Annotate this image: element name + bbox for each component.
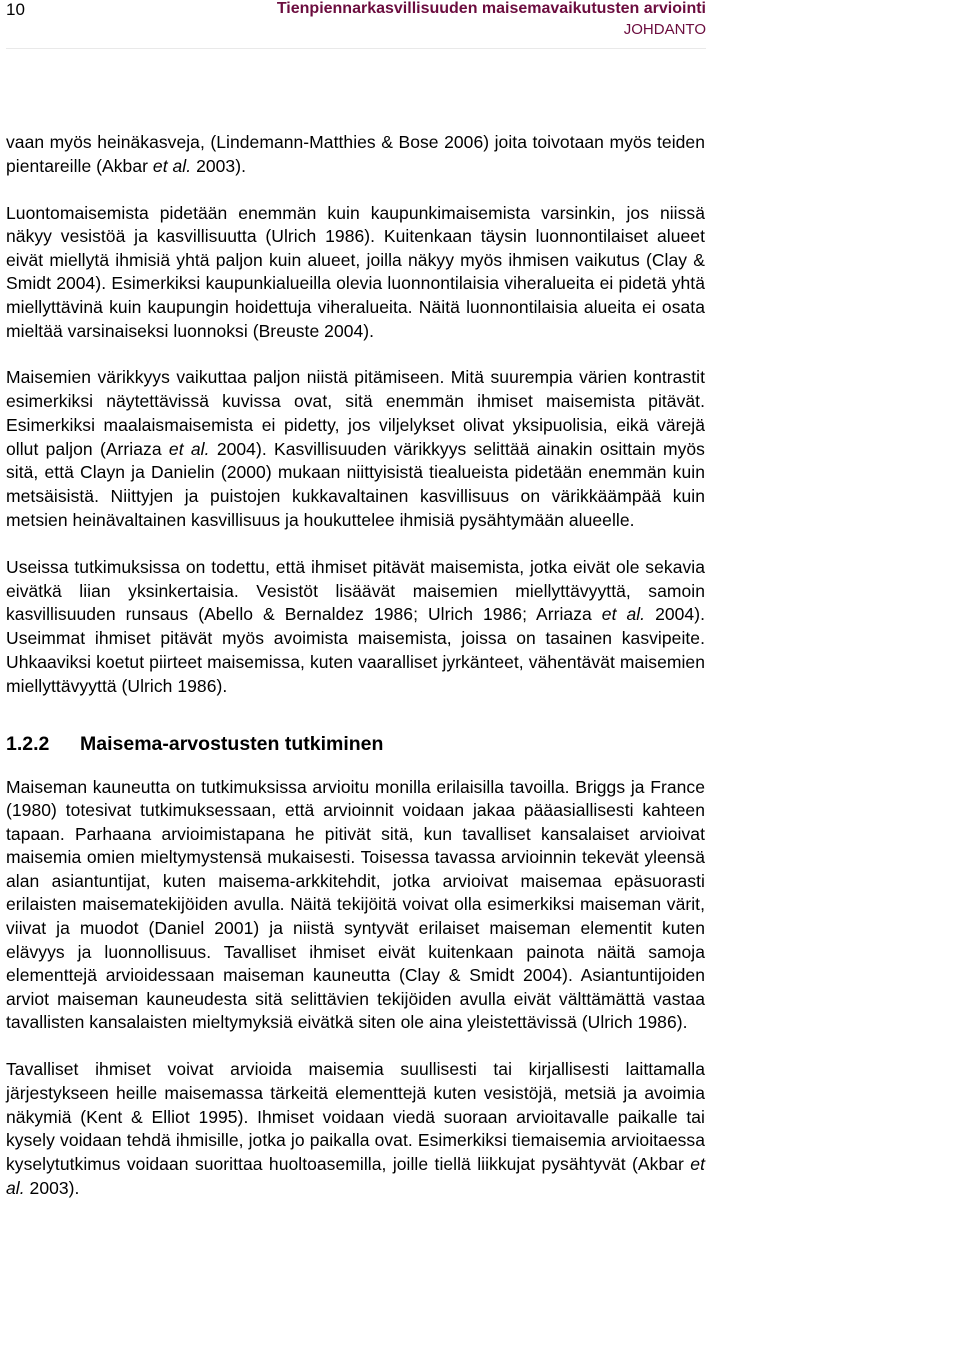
paragraph-3-text-b: 2004). Kasvillisuuden värikkyys selittää ainakin osittain myös sitä, että Clayn ja Danielin (2000) mukaan niittyisistä tiealueista pidetään enemmän kuin metsäisistä. Niittyjen ja puistojen kukkavaltainen kasvillisuus on värikkäämpää kuin metsien heinävaltainen kasvillisuus ja houkuttelee ihmisiä pysähtymään alueelle. [6, 438, 705, 530]
running-section: JOHDANTO [623, 21, 706, 38]
paragraph-3-text-a: Maisemien värikkyys vaikuttaa paljon niistä pitämiseen. Mitä suurempia värien kontrastit esimerkiksi näytettävissä kuvissa ovat, sitä enemmän ihmiset maisemista pitävät. Esimerkiksi maalaismaisemista ei pidetty, jos viljelykset olivat yksipuolisia, eikä värejä ollut paljon (Arriaza [6, 367, 705, 459]
paragraph-4-text-a: Useissa tutkimuksissa on todettu, että ihmiset pitävät maisemista, jotka eivät ole sekavia eivätkä liian yksinkertaisia. Vesistöt lisäävät maisemien miellyttävyyttä, samoin kasvillisuuden runsaus (Abello & Bernaldez 1986; Ulrich 1986; Arriaza [6, 556, 705, 625]
paragraph-6-text-b: 2003). [24, 1178, 80, 1199]
page-body [6, 131, 705, 1224]
paragraph-3-italic: et al. [168, 438, 210, 459]
running-header [0, 0, 960, 50]
running-title: Tienpiennarkasvillisuuden maisemavaikutusten arviointi [276, 0, 706, 17]
paragraph-5: Maiseman kauneutta on tutkimuksissa arvioitu monilla erilaisilla tavoilla. Briggs ja France (1980) totesivat tutkimuksessaan, että arvioinnit voidaan jakaa pääasiallisesti kahteen tapaan. Parhaana arvioimistapana he pitivät sitä, kun tavalliset kansalaiset arvioivat maisemia omien mieltymystensä mukaisesti. Toisessa tavassa arvioinnin tekevät yleensä alan asiantuntijat, kuten maisema-arkkitehdit, jotka arvioivat maisemaa epäsuorasti erilaisten maisematekijöiden avulla. Näitä tekijöitä voivat olla esimerkiksi maiseman värit, viivat ja muodot (Daniel 2001) ja niistä syntyvät erilaiset maiseman elementit kuten elävyys ja luonnollisuus. Tavalliset ihmiset eivät kuitenkaan painota näitä samoja elementtejä arvioidessaan maiseman kauneutta (Clay & Smidt 2004). Asiantuntijoiden arviot maiseman kauneudesta sitä selittävien tekijöiden avulla eivät välttämättä vastaa tavallisten kansalaisten mieltymyksiä eivätkä siten ole aina yleistettävissä (Ulrich 1986). [6, 776, 705, 1033]
paragraph-1-text-b: 2003). [191, 155, 246, 176]
paragraph-1-text-a: vaan myös heinäkasveja, (Lindemann-Matthies & Bose 2006) joita toivotaan myös teiden pientareille (Akbar [6, 132, 705, 176]
paragraph-6 [6, 1058, 705, 1201]
paragraph-6-text-a: Tavalliset ihmiset voivat arvioida maisemia suullisesti tai kirjallisesti laittamalla järjestykseen heille maisemassa tärkeitä elementtejä kuten vesistöjä, metsiä ja avoimia näkymiä (Kent & Elliot 1995). Ihmiset voidaan viedä suoraan arvioitavalle paikalle tai kysely voidaan tehdä ihmisille, jotka jo paikalla ovat. Esimerkiksi tiemaisemia arvioitaessa kyselytutkimus voidaan suorittaa huoltoasemilla, joille tiellä liikkujat pysähtyvät (Akbar [6, 1059, 705, 1175]
page-number: 10 [6, 0, 25, 19]
paragraph-3 [6, 366, 705, 533]
paragraph-1 [6, 131, 705, 179]
section-title: Maisema-arvostusten tutkiminen [80, 732, 384, 755]
paragraph-6-italic: et al. [6, 1154, 705, 1199]
paragraph-1-italic: et al. [152, 155, 192, 176]
paragraph-4-italic: et al. [601, 604, 646, 625]
header-rule [6, 48, 706, 49]
section-heading [6, 731, 705, 757]
paragraph-2: Luontomaisemista pidetään enemmän kuin kaupunkimaisemista varsinkin, jos niissä näkyy vesistöä ja kasvillisuutta (Ulrich 1986). Kuitenkaan täysin luonnontilaiset alueet eivät miellytä ihmisiä yhtä paljon kuin alueet, joilla näkyy myös ihmisen vaikutus (Clay & Smidt 2004). Esimerkiksi kaupunkialueilla olevia luonnontilaisia viheralueita ei pidetä yhtä miellyttävinä kuin kaupungin hoidettuja viheralueita. Näitä luonnontilaisia alueita ei osata mieltää varsinaiseksi luonnoksi (Breuste 2004). [6, 202, 705, 341]
section-number: 1.2.2 [6, 732, 50, 755]
paragraph-4-text-b: 2004). Useimmat ihmiset pitävät myös avoimista maisemista, joissa on tasainen kasvipeite. Uhkaaviksi koetut piirteet maisemissa, kuten vaaralliset jyrkänteet, vähentävät maisemien miellyttävyyttä (Ulrich 1986). [6, 604, 705, 696]
paragraph-4 [6, 556, 705, 699]
